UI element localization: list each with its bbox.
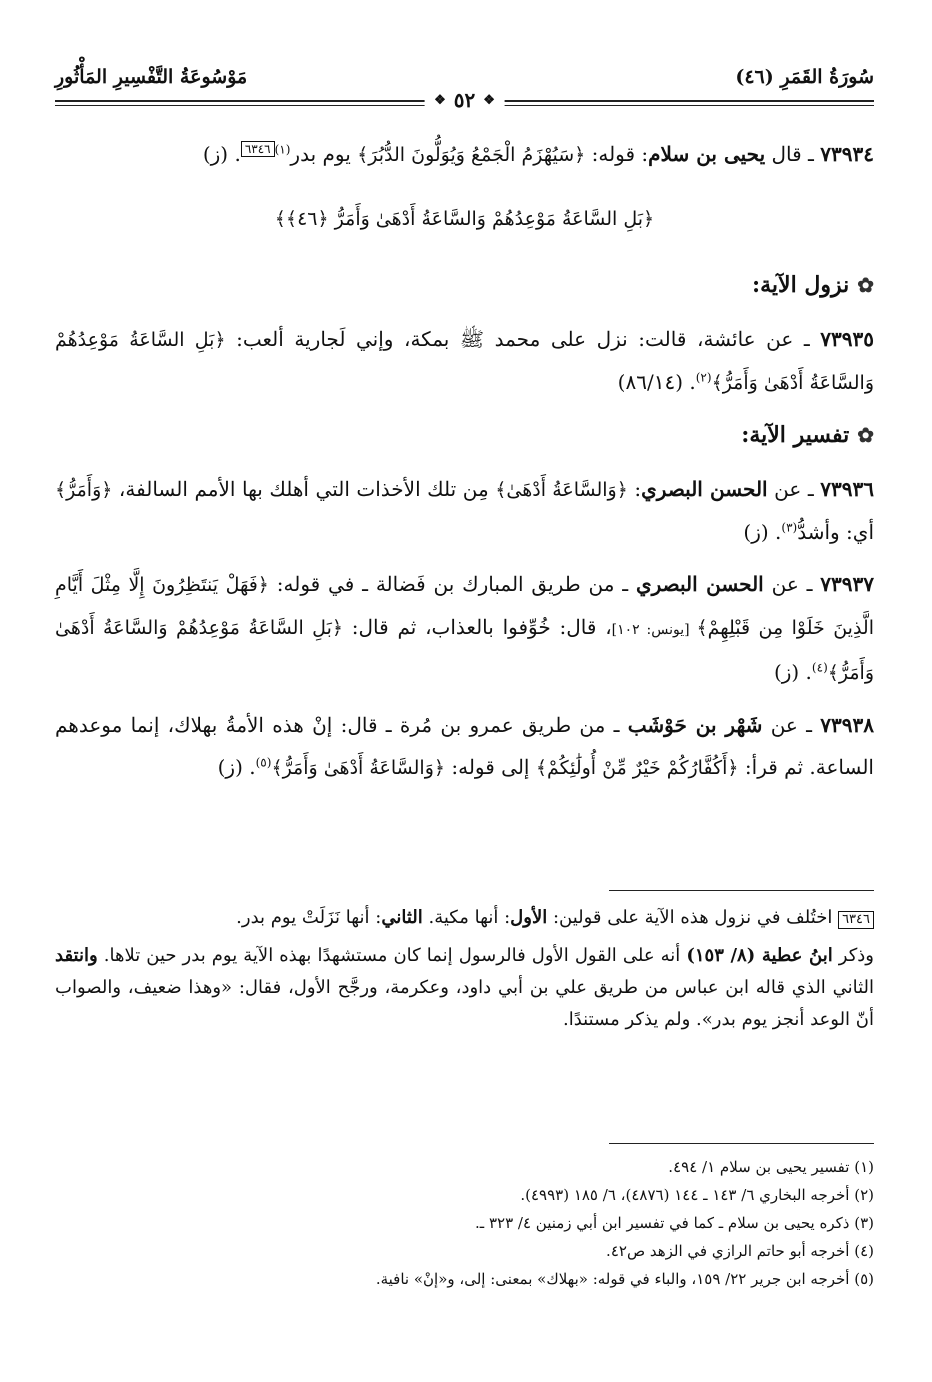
section-heading-tafsir xyxy=(55,414,874,456)
note-paragraph xyxy=(55,940,874,1036)
quran-quote: ﴿أَكُفَّارُكُمْ خَيْرٌ مِّنْ أُولَٰئِكُمْ﴾ xyxy=(535,757,739,779)
footnote-ref[interactable]: (٢) xyxy=(695,370,712,385)
quran-quote: ﴿وَأَمَرُّ﴾ xyxy=(55,479,113,501)
footnote-item: (٤) أخرجه أبو حاتم الرازي في الزهد ص٤٢. xyxy=(606,1242,874,1260)
athar-73938 xyxy=(55,704,874,789)
narrator-name: الحسن البصري xyxy=(635,572,764,596)
text: . (ز) xyxy=(202,142,241,166)
text: ـ عن xyxy=(763,572,821,596)
text: ـ عن xyxy=(762,713,821,737)
athar-73937 xyxy=(55,563,874,694)
section-title: تفسير الآية: xyxy=(741,422,850,448)
note-paragraph xyxy=(55,902,874,934)
athar-number: ٧٣٩٣٦ xyxy=(820,477,874,501)
flower-ornament-icon: ✿ xyxy=(857,273,874,297)
athar-number: ٧٣٩٣٧ xyxy=(820,572,875,596)
text: . (ز) xyxy=(773,660,812,684)
footnote-item: (١) تفسير يحيى بن سلام ١/ ٤٩٤. xyxy=(668,1158,874,1176)
footnote-item: (٣) ذكره يحيى بن سلام ـ كما في تفسير ابن أبي زمنين ٤/ ٣٢٣ ـ. xyxy=(475,1214,874,1232)
text: ـ من طريق عمرو بن مُرة ـ قال: إنْ هذه الأمةُ بهلاك، إنما موعدهم الساعة. ثم قرأ: xyxy=(55,713,874,779)
note-separator xyxy=(609,890,874,891)
verse-reference: [يونس: ١٠٢] xyxy=(611,622,697,638)
text: أي: وأشدُّ xyxy=(797,520,874,544)
athar-73936 xyxy=(55,468,874,553)
athar-number: ٧٣٩٣٥ xyxy=(820,327,874,351)
quran-quote: ﴿وَالسَّاعَةُ أَدْهَىٰ﴾ xyxy=(495,479,628,501)
footnote-ref[interactable]: (٣) xyxy=(781,520,798,535)
note-number-box: ٦٣٤٦ xyxy=(838,911,874,929)
page-number: ٥٢ xyxy=(453,88,476,112)
quran-quote: ﴿سَيُهْزَمُ الْجَمْعُ وَيُوَلُّونَ الدُّبُرَ﴾ xyxy=(357,144,586,166)
text: . (ز) xyxy=(743,520,782,544)
text: ـ قال xyxy=(765,142,821,166)
athar-73934 xyxy=(55,133,874,176)
text: يوم بدر xyxy=(290,142,358,166)
verse-heading: ﴿بَلِ السَّاعَةُ مَوْعِدُهُمْ وَالسَّاعَةُ أَدْهَىٰ وَأَمَرُّ ﴿٤٦﴾﴾ xyxy=(274,208,655,230)
bold-term: وانتقد xyxy=(55,945,98,966)
footnote-separator xyxy=(609,1143,874,1144)
narrator-name: يحيى بن سلام xyxy=(648,142,766,166)
quran-quote: ﴿وَالسَّاعَةُ أَدْهَىٰ وَأَمَرُّ﴾ xyxy=(271,757,445,779)
page xyxy=(55,0,874,1382)
quran-quote: ﴿بَلِ السَّاعَةُ مَوْعِدُهُمْ وَالسَّاعَةُ أَدْهَىٰ وَأَمَرُّ﴾ xyxy=(55,617,874,684)
page-number-block xyxy=(424,88,505,112)
section-title: نزول الآية: xyxy=(752,272,850,298)
footnote-ref[interactable]: (١) xyxy=(274,142,291,157)
text: : xyxy=(627,477,642,501)
quran-quote: ﴿فَهَلْ يَنتَظِرُونَ إِلَّا مِثْلَ أَيَّامِ الَّذِينَ خَلَوْا مِن قَبْلِهِمْ﴾ xyxy=(55,574,874,639)
text: : أنها مكية. xyxy=(422,907,511,928)
text: ـ عن xyxy=(767,477,821,501)
text: وذكر xyxy=(832,945,874,966)
footnote-item: (٢) أخرجه البخاري ٦/ ١٤٣ ـ ١٤٤ (٤٨٧٦)، ٦/ ١٨٥ (٤٩٩٣). xyxy=(520,1186,874,1204)
footnotes xyxy=(55,1153,874,1293)
text: مِن تلك الأخذات التي أهلك بها الأمم السالفة، xyxy=(112,477,496,501)
editorial-note xyxy=(55,902,874,1042)
narrator-name: شَهْر بن حَوْشَب xyxy=(627,713,763,737)
footnote-item: (٥) أخرجه ابن جرير ٢٢/ ١٥٩، والباء في قوله: «بهلاك» بمعنى: إلى، و«إنْ» نافية. xyxy=(375,1270,874,1288)
surah-label: سُورَةُ القَمَرِ (٤٦) xyxy=(735,66,874,88)
ornament-icon: ❖ xyxy=(483,92,495,108)
athar-73935 xyxy=(55,318,874,404)
athar-number: ٧٣٩٣٨ xyxy=(820,713,874,737)
footnote-ref[interactable]: (٥) xyxy=(255,755,272,770)
ornament-icon: ❖ xyxy=(434,92,446,108)
text: اختُلف في نزول هذه الآية على قولين: xyxy=(547,907,839,928)
text: . (٨٦/١٤) xyxy=(617,370,696,394)
text: ـ من طريق المبارك بن فَضالة ـ في قوله: xyxy=(268,572,636,596)
text: ـ عن عائشة، قالت: نزل على محمد ﷺ بمكة، وإني لَجارية ألعب: xyxy=(225,327,821,351)
note-ref-box[interactable]: ٦٣٤٦ xyxy=(241,141,275,157)
section-heading-nuzul xyxy=(55,264,874,306)
narrator-name: الحسن البصري xyxy=(641,477,768,501)
text: . (ز) xyxy=(217,755,256,779)
book-title: مَوْسُوعَةُ التَّفْسِيرِ المَأْثُورِ xyxy=(55,66,248,88)
main-text xyxy=(55,133,874,799)
text: ، قال: خُوِّفوا بالعذاب، ثم قال: xyxy=(343,615,612,639)
text: إلى قوله: xyxy=(445,755,536,779)
flower-ornament-icon: ✿ xyxy=(857,423,874,447)
bold-term: ابنُ عطية (٨/ ١٥٣) xyxy=(686,945,833,966)
athar-number: ٧٣٩٣٤ xyxy=(820,142,874,166)
quran-quote: ﴿بَلِ السَّاعَةُ مَوْعِدُهُمْ وَالسَّاعَةُ أَدْهَىٰ وَأَمَرُّ﴾ xyxy=(55,329,874,394)
bold-term: الثاني xyxy=(381,907,423,928)
text: : قوله: xyxy=(585,142,649,166)
footnote-ref[interactable]: (٤) xyxy=(811,660,828,675)
text: أنه على القول الأول فالرسول إنما كان مستشهدًا بهذه الآية يوم بدر حين تلاها. xyxy=(97,945,687,966)
bold-term: الأول xyxy=(510,907,548,928)
text: : أنها نَزَلَتْ يوم بدر. xyxy=(236,907,382,928)
text: الثاني الذي قاله ابن عباس من طريق علي بن أبي داود، وعكرمة، ورجَّح الأول، فقال: «وهذا ضعيف، والصواب أنّ الوعد أنجز يوم بدر». ولم يذكر مستندًا. xyxy=(55,977,874,1030)
